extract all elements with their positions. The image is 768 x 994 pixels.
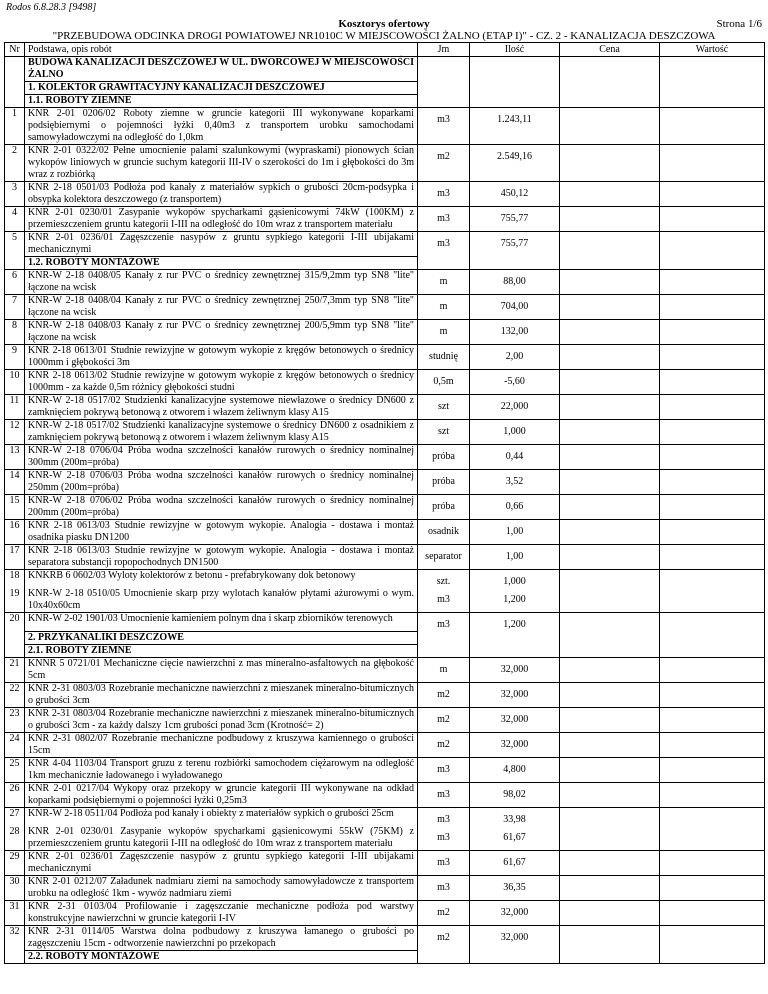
section-title: 1.1. ROBOTY ZIEMNE <box>25 95 418 108</box>
row-quantity: 61,67 <box>470 826 560 851</box>
row-description: KNR 2-31 0802/07 Rozebranie mechaniczne podbudowy z kruszywa kamiennego o grubości 15cm <box>25 732 418 757</box>
row-number: 20 <box>5 613 25 632</box>
row-number: 13 <box>5 445 25 470</box>
row-description: KNR 2-01 0206/02 Roboty ziemne w gruncie kategorii III wykonywane koparkami podsiębiernymi o pojemności łyżki 0,40m3 z transportem urobku samochodami samowyładowczymi na odległość do 1,0km <box>25 108 418 145</box>
row-unit: m3 <box>418 826 470 851</box>
row-value <box>660 613 765 632</box>
row-description: KNR 2-18 0613/02 Studnie rewizyjne w gotowym wykopie z kręgów betonowych o średnicy 1000mm - za każde 0,5m różnicy głębokości studni <box>25 370 418 395</box>
table-row <box>5 420 765 445</box>
row-unit <box>418 950 470 963</box>
row-number: 23 <box>5 707 25 732</box>
row-unit: studnię <box>418 345 470 370</box>
row-quantity <box>470 95 560 108</box>
row-description: KNR-W 2-18 0408/04 Kanały z rur PVC o średnicy zewnętrznej 250/7,3mm typ SN8 "lite" łączone na wcisk <box>25 295 418 320</box>
row-unit: szt <box>418 420 470 445</box>
row-value <box>660 707 765 732</box>
document-title: Kosztorys ofertowy <box>338 18 430 30</box>
row-quantity <box>470 57 560 82</box>
row-number: 30 <box>5 875 25 900</box>
section-title: BUDOWA KANALIZACJI DESZCZOWEJ W UL. DWORCOWEJ W MIEJSCOWOŚCI ŻALNO <box>25 57 418 82</box>
table-row <box>5 345 765 370</box>
row-unit <box>418 82 470 95</box>
row-number: 9 <box>5 345 25 370</box>
row-number: 6 <box>5 270 25 295</box>
row-quantity: 0,66 <box>470 495 560 520</box>
row-number: 17 <box>5 545 25 570</box>
row-quantity: 1,000 <box>470 570 560 589</box>
row-price <box>560 757 660 782</box>
row-number: 3 <box>5 182 25 207</box>
row-number <box>5 82 25 95</box>
row-price <box>560 495 660 520</box>
row-value <box>660 545 765 570</box>
row-price <box>560 657 660 682</box>
row-quantity <box>470 631 560 644</box>
table-row <box>5 682 765 707</box>
table-row <box>5 207 765 232</box>
row-number: 16 <box>5 520 25 545</box>
row-unit <box>418 644 470 657</box>
row-price <box>560 470 660 495</box>
row-price <box>560 295 660 320</box>
row-quantity: 32,000 <box>470 657 560 682</box>
row-value <box>660 644 765 657</box>
row-unit: m3 <box>418 613 470 632</box>
row-price <box>560 950 660 963</box>
row-quantity: 1,200 <box>470 588 560 613</box>
row-value <box>660 108 765 145</box>
row-price <box>560 207 660 232</box>
row-description: KNR-W 2-18 0706/04 Próba wodna szczelności kanałów rurowych o średnicy nominalnej 300mm (200m=próba) <box>25 445 418 470</box>
row-unit: m <box>418 270 470 295</box>
row-value <box>660 757 765 782</box>
row-description: KNR-W 2-18 0517/02 Studzienki kanalizacyjne systemowe o średnicy DN600 z osadnikiem z zamknięciem pokrywą betonową z otworem i włazem żeliwnym klasy A15 <box>25 420 418 445</box>
table-row <box>5 807 765 826</box>
row-number: 18 <box>5 570 25 589</box>
row-price <box>560 395 660 420</box>
row-value <box>660 320 765 345</box>
row-price <box>560 850 660 875</box>
row-quantity: 2.549,16 <box>470 145 560 182</box>
row-value <box>660 850 765 875</box>
row-quantity: 1.243,11 <box>470 108 560 145</box>
row-description: KNR 2-01 0230/01 Zasypanie wykopów spycharkami gąsienicowymi 55kW (75KM) z przemieszczeniem gruntu kategorii I-III na odległość do 10m wraz z transportem materiału <box>25 826 418 851</box>
row-description: KNR 2-18 0501/03 Podłoża pod kanały z materiałów sypkich o grubości 20cm-podsypka i obsypka kolektora deszczowego (z transportem) <box>25 182 418 207</box>
row-unit <box>418 95 470 108</box>
row-description: KNR 2-01 0212/07 Załadunek nadmiaru ziemi na samochody samowyładowcze z transportem urobku na odległość 1km - wywóz nadmiaru ziemi <box>25 875 418 900</box>
row-value <box>660 257 765 270</box>
row-number <box>5 257 25 270</box>
row-price <box>560 232 660 257</box>
table-row <box>5 182 765 207</box>
row-value <box>660 875 765 900</box>
row-value <box>660 925 765 950</box>
row-price <box>560 707 660 732</box>
row-number <box>5 631 25 644</box>
table-row <box>5 520 765 545</box>
row-unit: m3 <box>418 850 470 875</box>
row-description: KNR 2-18 0613/03 Studnie rewizyjne w gotowym wykopie. Analogia - dostawa i montaż separatora substancji ropopochodnych DN1500 <box>25 545 418 570</box>
row-value <box>660 631 765 644</box>
table-row <box>5 270 765 295</box>
row-description: KNR 2-18 0613/01 Studnie rewizyjne w gotowym wykopie z kręgów betonowych o średnicy 1000mm i głębokości 3m <box>25 345 418 370</box>
row-number: 29 <box>5 850 25 875</box>
row-quantity: 33,98 <box>470 807 560 826</box>
row-quantity: 2,00 <box>470 345 560 370</box>
row-unit <box>418 57 470 82</box>
table-row <box>5 900 765 925</box>
row-price <box>560 370 660 395</box>
row-price <box>560 545 660 570</box>
row-value <box>660 445 765 470</box>
row-price <box>560 588 660 613</box>
row-price <box>560 613 660 632</box>
table-row <box>5 320 765 345</box>
row-number <box>5 950 25 963</box>
row-price <box>560 445 660 470</box>
table-row <box>5 295 765 320</box>
table-row <box>5 757 765 782</box>
row-value <box>660 495 765 520</box>
row-quantity: 22,000 <box>470 395 560 420</box>
row-quantity: 755,77 <box>470 207 560 232</box>
row-unit: m2 <box>418 732 470 757</box>
row-value <box>660 95 765 108</box>
row-value <box>660 900 765 925</box>
row-value <box>660 395 765 420</box>
row-price <box>560 644 660 657</box>
section-title: 2.1. ROBOTY ZIEMNE <box>25 644 418 657</box>
row-value <box>660 807 765 826</box>
row-description: KNR 2-31 0114/05 Warstwa dolna podbudowy z kruszywa łamanego o grubości po zagęszczeniu 15cm - odtworzenie nawierzchni po przekopach <box>25 925 418 950</box>
row-value <box>660 370 765 395</box>
row-unit <box>418 631 470 644</box>
table-row <box>5 545 765 570</box>
row-quantity: 132,00 <box>470 320 560 345</box>
row-unit: m3 <box>418 875 470 900</box>
row-quantity <box>470 82 560 95</box>
row-value <box>660 826 765 851</box>
row-unit: m3 <box>418 108 470 145</box>
row-number: 8 <box>5 320 25 345</box>
row-price <box>560 95 660 108</box>
row-quantity: 1,00 <box>470 520 560 545</box>
section-row <box>5 57 765 82</box>
row-description: KNR 2-01 0236/01 Zagęszczenie nasypów z gruntu sypkiego kategorii I-III ubijakami mechanicznymi <box>25 850 418 875</box>
row-unit: m2 <box>418 145 470 182</box>
row-value <box>660 295 765 320</box>
row-quantity: 450,12 <box>470 182 560 207</box>
row-unit: separator <box>418 545 470 570</box>
row-unit: m3 <box>418 182 470 207</box>
section-row <box>5 95 765 108</box>
table-row <box>5 875 765 900</box>
row-price <box>560 631 660 644</box>
table-row <box>5 925 765 950</box>
row-price <box>560 320 660 345</box>
row-number <box>5 95 25 108</box>
row-unit: m3 <box>418 207 470 232</box>
row-description: KNR 2-01 0230/01 Zasypanie wykopów spycharkami gąsienicowymi 74kW (100KM) z przemieszczeniem gruntu kategorii I-III na odległość do 10m wraz z transportem materiału <box>25 207 418 232</box>
row-value <box>660 657 765 682</box>
row-number: 10 <box>5 370 25 395</box>
row-description: KNR 4-04 1103/04 Transport gruzu z terenu rozbiórki samochodem ciężarowym na odległość 1km mechanicznie ładowanego i wyładowanego <box>25 757 418 782</box>
row-unit: szt. <box>418 570 470 589</box>
row-price <box>560 682 660 707</box>
row-description: KNR 2-01 0236/01 Zagęszczenie nasypów z gruntu sypkiego kategorii I-III ubijakami mechanicznymi <box>25 232 418 257</box>
row-value <box>660 182 765 207</box>
row-unit: m3 <box>418 232 470 257</box>
table-row <box>5 495 765 520</box>
row-description: KNR 2-31 0103/04 Profilowanie i zagęszczanie mechaniczne podłoża pod warstwy konstrukcyjne nawierzchni w gruncie kategorii I-IV <box>25 900 418 925</box>
row-number <box>5 644 25 657</box>
section-row <box>5 644 765 657</box>
row-price <box>560 520 660 545</box>
row-price <box>560 270 660 295</box>
row-description: KNR-W 2-18 0706/02 Próba wodna szczelności kanałów rurowych o średnicy nominalnej 200mm (200m=próba) <box>25 495 418 520</box>
row-price <box>560 875 660 900</box>
column-header-price: Cena <box>560 43 660 57</box>
row-number: 12 <box>5 420 25 445</box>
row-number: 32 <box>5 925 25 950</box>
row-quantity <box>470 644 560 657</box>
section-title: 2. PRZYKANALIKI DESZCZOWE <box>25 631 418 644</box>
document-subtitle: "PRZEBUDOWA ODCINKA DROGI POWIATOWEJ NR1010C W MIEJSCOWOŚCI ŻALNO (ETAP I)" - CZ. 2 - KANALIZACJA DESZCZOWA <box>52 30 716 42</box>
row-price <box>560 145 660 182</box>
row-price <box>560 257 660 270</box>
column-header-unit: Jm <box>418 43 470 57</box>
row-quantity: 1,000 <box>470 420 560 445</box>
page-number: Strona 1/6 <box>716 18 762 30</box>
row-quantity: 4,800 <box>470 757 560 782</box>
row-description: KNR-W 2-18 0408/03 Kanały z rur PVC o średnicy zewnętrznej 200/5,9mm typ SN8 "lite" łączone na wcisk <box>25 320 418 345</box>
row-number: 19 <box>5 588 25 613</box>
table-row <box>5 850 765 875</box>
row-value <box>660 145 765 182</box>
row-quantity: 32,000 <box>470 682 560 707</box>
row-price <box>560 807 660 826</box>
row-unit: m2 <box>418 707 470 732</box>
row-quantity <box>470 950 560 963</box>
row-number: 25 <box>5 757 25 782</box>
row-description: KNR-W 2-18 0706/03 Próba wodna szczelności kanałów rurowych o średnicy nominalnej 250mm (200m=próba) <box>25 470 418 495</box>
table-row <box>5 370 765 395</box>
row-value <box>660 207 765 232</box>
row-quantity: 755,77 <box>470 232 560 257</box>
row-number: 14 <box>5 470 25 495</box>
row-value <box>660 57 765 82</box>
row-price <box>560 57 660 82</box>
section-row <box>5 257 765 270</box>
row-unit: 0,5m <box>418 370 470 395</box>
table-row <box>5 470 765 495</box>
row-unit: m3 <box>418 757 470 782</box>
row-value <box>660 270 765 295</box>
row-description: KNR 2-18 0613/03 Studnie rewizyjne w gotowym wykopie. Analogia - dostawa i montaż osadnika piasku DN1200 <box>25 520 418 545</box>
row-description: KNR-W 2-18 0408/05 Kanały z rur PVC o średnicy zewnętrznej 315/9,2mm typ SN8 "lite" łączone na wcisk <box>25 270 418 295</box>
row-description: KNR 2-01 0217/04 Wykopy oraz przekopy w gruncie kategorii III wykonywane na odkład koparkami podsiębiernymi o pojemności łyżki 0,25m3 <box>25 782 418 807</box>
table-row <box>5 657 765 682</box>
row-price <box>560 826 660 851</box>
row-number: 4 <box>5 207 25 232</box>
table-header <box>5 43 765 57</box>
row-unit: m3 <box>418 807 470 826</box>
row-number: 15 <box>5 495 25 520</box>
row-value <box>660 588 765 613</box>
row-unit <box>418 257 470 270</box>
row-value <box>660 682 765 707</box>
row-unit: szt <box>418 395 470 420</box>
row-unit: m2 <box>418 682 470 707</box>
row-number: 26 <box>5 782 25 807</box>
row-unit: próba <box>418 470 470 495</box>
row-price <box>560 420 660 445</box>
row-price <box>560 925 660 950</box>
row-unit: osadnik <box>418 520 470 545</box>
column-header-quantity: Ilość <box>470 43 560 57</box>
column-header-description: Podstawa, opis robót <box>25 43 418 57</box>
row-quantity: 704,00 <box>470 295 560 320</box>
section-title: 2.2. ROBOTY MONTAŻOWE <box>25 950 418 963</box>
row-description: KNR-W 2-02 1901/03 Umocnienie kamieniem polnym dna i skarp zbiorników terenowych <box>25 613 418 632</box>
row-value <box>660 570 765 589</box>
cost-estimate-table <box>4 42 765 964</box>
row-quantity: 88,00 <box>470 270 560 295</box>
row-quantity: 1,00 <box>470 545 560 570</box>
table-row <box>5 395 765 420</box>
row-quantity: 61,67 <box>470 850 560 875</box>
section-row <box>5 950 765 963</box>
row-unit: m3 <box>418 782 470 807</box>
row-value <box>660 345 765 370</box>
row-quantity: 0,44 <box>470 445 560 470</box>
row-price <box>560 108 660 145</box>
row-price <box>560 782 660 807</box>
section-row <box>5 82 765 95</box>
row-number: 28 <box>5 826 25 851</box>
row-description: KNR-W 2-18 0517/02 Studzienki kanalizacyjne systemowe niewłazowe o średnicy DN600 z zamknięciem pokrywą betonową z otworem i włazem żeliwnym klasy A15 <box>25 395 418 420</box>
table-row <box>5 145 765 182</box>
row-number: 21 <box>5 657 25 682</box>
row-quantity: 32,000 <box>470 732 560 757</box>
row-unit: m <box>418 320 470 345</box>
row-value <box>660 732 765 757</box>
row-price <box>560 82 660 95</box>
row-description: KNKRB 6 0602/03 Wyloty kolektorów z betonu - prefabrykowany dok betonowy <box>25 570 418 589</box>
row-number: 5 <box>5 232 25 257</box>
row-price <box>560 570 660 589</box>
row-value <box>660 82 765 95</box>
section-title: 1.2. ROBOTY MONTAŻOWE <box>25 257 418 270</box>
table-row <box>5 570 765 589</box>
row-number: 1 <box>5 108 25 145</box>
row-number: 24 <box>5 732 25 757</box>
row-number: 11 <box>5 395 25 420</box>
row-value <box>660 782 765 807</box>
row-description: KNR 2-01 0322/02 Pełne umocnienie palami szalunkowymi (wypraskami) pionowych ścian wykopów liniowych w gruncie suchym kategorii III-IV o szerokości do 1m i głębokości do 3m wraz z rozbiórką <box>25 145 418 182</box>
column-header-nr: Nr <box>5 43 25 57</box>
row-quantity: 32,000 <box>470 707 560 732</box>
row-description: KNR 2-31 0803/04 Rozebranie mechaniczne nawierzchni z mieszanek mineralno-bitumicznych o grubości 3cm - za każdy dalszy 1cm grubości ponad 3cm (Krotność= 2) <box>25 707 418 732</box>
section-row <box>5 631 765 644</box>
row-price <box>560 900 660 925</box>
table-row <box>5 613 765 632</box>
row-quantity: 36,35 <box>470 875 560 900</box>
row-quantity: 98,02 <box>470 782 560 807</box>
row-price <box>560 345 660 370</box>
section-title: 1. KOLEKTOR GRAWITACYJNY KANALIZACJI DESZCZOWEJ <box>25 82 418 95</box>
row-quantity: 32,000 <box>470 925 560 950</box>
row-description: KNR-W 2-18 0510/05 Umocnienie skarp przy wylotach kanałów płytami ażurowymi o wym. 10x40x60cm <box>25 588 418 613</box>
table-row <box>5 588 765 613</box>
row-value <box>660 470 765 495</box>
row-number: 27 <box>5 807 25 826</box>
row-unit: m2 <box>418 925 470 950</box>
row-quantity: 1,200 <box>470 613 560 632</box>
row-quantity <box>470 257 560 270</box>
table-row <box>5 732 765 757</box>
row-description: KNR 2-31 0803/03 Rozebranie mechaniczne nawierzchni z mieszanek mineralno-bitumicznych o grubości 3cm <box>25 682 418 707</box>
row-value <box>660 420 765 445</box>
row-description: KNR-W 2-18 0511/04 Podłoża pod kanały i obiekty z materiałów sypkich o grubości 25cm <box>25 807 418 826</box>
row-unit: próba <box>418 495 470 520</box>
row-number: 7 <box>5 295 25 320</box>
table-row <box>5 232 765 257</box>
row-number <box>5 57 25 82</box>
row-value <box>660 950 765 963</box>
app-version: Rodos 6.8.28.3 [9498] <box>6 2 97 13</box>
row-price <box>560 732 660 757</box>
row-value <box>660 520 765 545</box>
row-unit: m2 <box>418 900 470 925</box>
row-number: 22 <box>5 682 25 707</box>
row-unit: m3 <box>418 588 470 613</box>
row-quantity: 32,000 <box>470 900 560 925</box>
row-value <box>660 232 765 257</box>
table-row <box>5 707 765 732</box>
row-unit: próba <box>418 445 470 470</box>
row-unit: m <box>418 657 470 682</box>
row-price <box>560 182 660 207</box>
table-row <box>5 445 765 470</box>
row-description: KNNR 5 0721/01 Mechaniczne cięcie nawierzchni z mas mineralno-asfaltowych na głębokość 5cm <box>25 657 418 682</box>
row-number: 2 <box>5 145 25 182</box>
row-quantity: 3,52 <box>470 470 560 495</box>
column-header-value: Wartość <box>660 43 765 57</box>
row-number: 31 <box>5 900 25 925</box>
table-row <box>5 108 765 145</box>
table-row <box>5 826 765 851</box>
table-body <box>5 57 765 964</box>
table-row <box>5 782 765 807</box>
row-unit: m <box>418 295 470 320</box>
row-quantity: -5,60 <box>470 370 560 395</box>
